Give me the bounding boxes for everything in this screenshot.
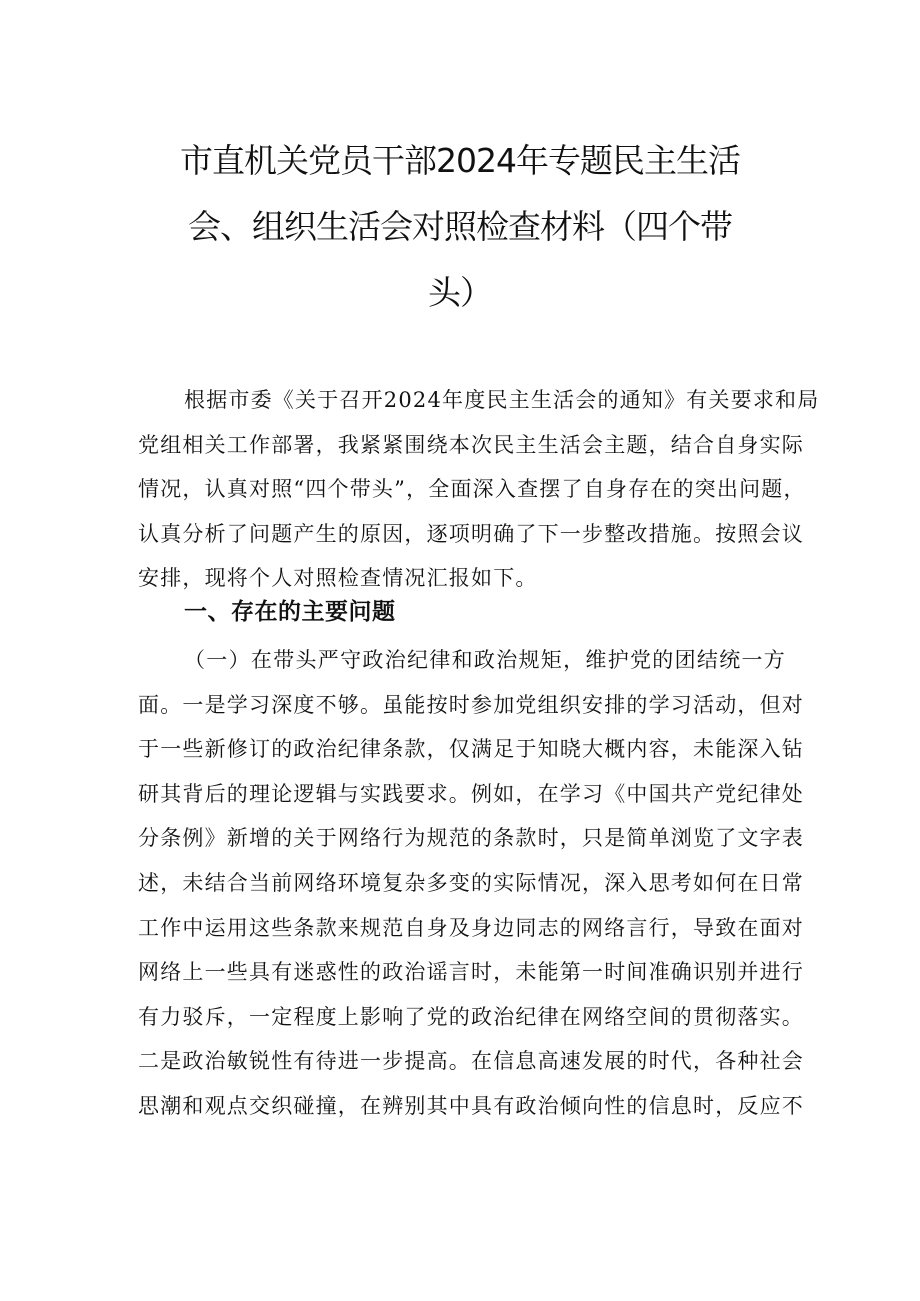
intro-line-2: 党组相关工作部署，我紧紧围绕本次民主生活会主题，结合自身实际 [138, 432, 804, 457]
body-line-1: （一）在带头严守政治纪律和政治规矩，维护党的团结统一方 [184, 648, 786, 672]
body-line-9: 有力驳斥，一定程度上影响了党的政治纪律在网络空间的贯彻落实。 [138, 1004, 804, 1029]
title-line-1: 市直机关党员干部2024年专题民主生活 [180, 141, 740, 180]
body-line-8: 网络上一些具有迷惑性的政治谣言时，未能第一时间准确识别并进行 [138, 960, 804, 985]
body-line-3: 于一些新修订的政治纪律条款，仅满足于知晓大概内容，未能深入钻 [138, 737, 804, 762]
title-line-3: 头） [428, 273, 492, 312]
body-line-2: 面。一是学习深度不够。虽能按时参加党组织安排的学习活动，但对 [138, 692, 804, 717]
body-line-6: 述，未结合当前网络环境复杂多变的实际情况，深入思考如何在日常 [138, 870, 804, 895]
body-line-7: 工作中运用这些条款来规范自身及身边同志的网络言行，导致在面对 [138, 915, 804, 940]
intro-line-3: 情况，认真对照“四个带头”，全面深入查摆了自身存在的突出问题， [138, 477, 806, 502]
body-line-5: 分条例》新增的关于网络行为规范的条款时，只是简单浏览了文字表 [138, 826, 804, 851]
section-heading: 一、存在的主要问题 [184, 599, 396, 625]
intro-line-4: 认真分析了问题产生的原因，逐项明确了下一步整改措施。按照会议 [138, 521, 804, 546]
body-line-4: 研其背后的理论逻辑与实践要求。例如，在学习《中国共产党纪律处 [138, 781, 804, 806]
body-line-10: 二是政治敏锐性有待进一步提高。在信息高速发展的时代，各种社会 [138, 1049, 804, 1074]
title-line-2: 会、组织生活会对照检查材料（四个带 [188, 207, 732, 246]
body-line-11: 思潮和观点交织碰撞，在辨别其中具有政治倾向性的信息时，反应不 [138, 1093, 804, 1118]
intro-line-5: 安排，现将个人对照检查情况汇报如下。 [138, 566, 538, 591]
intro-line-1: 根据市委《关于召开2024年度民主生活会的通知》有关要求和局 [184, 388, 820, 412]
intro-paragraph [138, 378, 820, 601]
document-title [140, 128, 780, 326]
body-paragraph [138, 638, 804, 1129]
